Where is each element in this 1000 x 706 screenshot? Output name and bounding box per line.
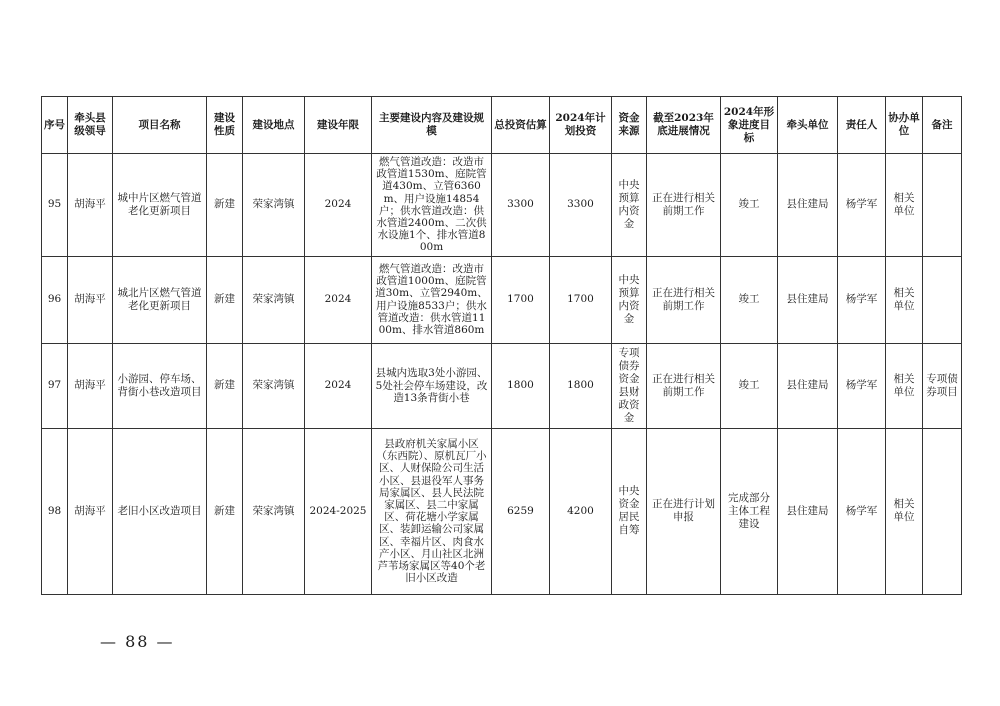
progress-cell: 正在进行计划申报: [647, 428, 721, 594]
header-cell: 主要建设内容及建设规模: [372, 97, 492, 154]
header-cell: 建设性质: [207, 97, 243, 154]
progress-cell: 正在进行相关前期工作: [647, 256, 721, 343]
fund-source-cell: 中央预算内资金: [612, 154, 647, 257]
page-number: — 88 —: [100, 632, 175, 651]
serial-cell: 98: [42, 428, 68, 594]
assist-unit-cell: 相关单位: [886, 343, 923, 428]
content-cell: 县政府机关家属小区（东西院）、原机瓦厂小区、人财保险公司生活小区、县退役军人事务局家属区、县人民法院家属区、县二中家属区、荷花塘小学家属区、装卸运输公司家属区、幸福片区、肉食水产小区、月山社区北洲芦苇场家属区等40个老旧小区改造: [372, 428, 492, 594]
project-name-cell: 城中片区燃气管道老化更新项目: [113, 154, 207, 257]
header-cell: 2024年形象进度目标: [721, 97, 778, 154]
leader-cell: 胡海平: [68, 428, 113, 594]
header-cell: 备注: [923, 97, 962, 154]
table-row: [42, 428, 962, 594]
header-row: [42, 97, 962, 154]
responsible-person-cell: 杨学军: [838, 256, 886, 343]
header-cell: 截至2023年底进展情况: [647, 97, 721, 154]
project-table: [41, 96, 962, 595]
leader-cell: 胡海平: [68, 154, 113, 257]
leader-cell: 胡海平: [68, 256, 113, 343]
fund-source-cell: 专项债券资金县财政资金: [612, 343, 647, 428]
responsible-person-cell: 杨学军: [838, 343, 886, 428]
location-cell: 荣家湾镇: [243, 428, 305, 594]
location-cell: 荣家湾镇: [243, 256, 305, 343]
lead-unit-cell: 县住建局: [778, 154, 838, 257]
remark-cell: 专项债券项目: [923, 343, 962, 428]
remark-cell: [923, 256, 962, 343]
lead-unit-cell: 县住建局: [778, 428, 838, 594]
period-cell: 2024-2025: [305, 428, 372, 594]
period-cell: 2024: [305, 256, 372, 343]
nature-cell: 新建: [207, 154, 243, 257]
serial-cell: 97: [42, 343, 68, 428]
period-cell: 2024: [305, 343, 372, 428]
location-cell: 荣家湾镇: [243, 343, 305, 428]
period-cell: 2024: [305, 154, 372, 257]
project-name-cell: 老旧小区改造项目: [113, 428, 207, 594]
target-cell: 竣工: [721, 256, 778, 343]
header-cell: 牵头县级领导: [68, 97, 113, 154]
header-cell: 资金来源: [612, 97, 647, 154]
header-cell: 责任人: [838, 97, 886, 154]
table-row: [42, 256, 962, 343]
nature-cell: 新建: [207, 256, 243, 343]
total-investment-cell: 6259: [492, 428, 550, 594]
serial-cell: 96: [42, 256, 68, 343]
progress-cell: 正在进行相关前期工作: [647, 343, 721, 428]
total-investment-cell: 3300: [492, 154, 550, 257]
assist-unit-cell: 相关单位: [886, 256, 923, 343]
leader-cell: 胡海平: [68, 343, 113, 428]
content-cell: 燃气管道改造：改造市政管道1000m、庭院管道30m、立管2940m、用户设施8533户；供水管道改造：供水管道1100m、排水管道860m: [372, 256, 492, 343]
serial-cell: 95: [42, 154, 68, 257]
target-cell: 竣工: [721, 154, 778, 257]
fund-source-cell: 中央资金居民自筹: [612, 428, 647, 594]
location-cell: 荣家湾镇: [243, 154, 305, 257]
plan-2024-cell: 3300: [550, 154, 612, 257]
progress-cell: 正在进行相关前期工作: [647, 154, 721, 257]
remark-cell: [923, 154, 962, 257]
header-cell: 建设年限: [305, 97, 372, 154]
header-cell: 协办单位: [886, 97, 923, 154]
project-name-cell: 城北片区燃气管道老化更新项目: [113, 256, 207, 343]
content-cell: 县城内选取3处小游园、5处社会停车场建设，改造13条背街小巷: [372, 343, 492, 428]
lead-unit-cell: 县住建局: [778, 256, 838, 343]
target-cell: 竣工: [721, 343, 778, 428]
plan-2024-cell: 1800: [550, 343, 612, 428]
fund-source-cell: 中央预算内资金: [612, 256, 647, 343]
assist-unit-cell: 相关单位: [886, 154, 923, 257]
plan-2024-cell: 4200: [550, 428, 612, 594]
target-cell: 完成部分主体工程建设: [721, 428, 778, 594]
plan-2024-cell: 1700: [550, 256, 612, 343]
header-cell: 总投资估算: [492, 97, 550, 154]
table-row: [42, 343, 962, 428]
lead-unit-cell: 县住建局: [778, 343, 838, 428]
nature-cell: 新建: [207, 343, 243, 428]
content-cell: 燃气管道改造：改造市政管道1530m、庭院管道430m、立管6360m、用户设施14854户；供水管道改造：供水管道2400m、二次供水设施1个、排水管道800m: [372, 154, 492, 257]
header-cell: 牵头单位: [778, 97, 838, 154]
total-investment-cell: 1800: [492, 343, 550, 428]
project-name-cell: 小游园、停车场、背街小巷改造项目: [113, 343, 207, 428]
remark-cell: [923, 428, 962, 594]
assist-unit-cell: 相关单位: [886, 428, 923, 594]
header-cell: 2024年计划投资: [550, 97, 612, 154]
responsible-person-cell: 杨学军: [838, 428, 886, 594]
nature-cell: 新建: [207, 428, 243, 594]
header-cell: 建设地点: [243, 97, 305, 154]
total-investment-cell: 1700: [492, 256, 550, 343]
table-row: [42, 154, 962, 257]
header-cell: 序号: [42, 97, 68, 154]
header-cell: 项目名称: [113, 97, 207, 154]
responsible-person-cell: 杨学军: [838, 154, 886, 257]
